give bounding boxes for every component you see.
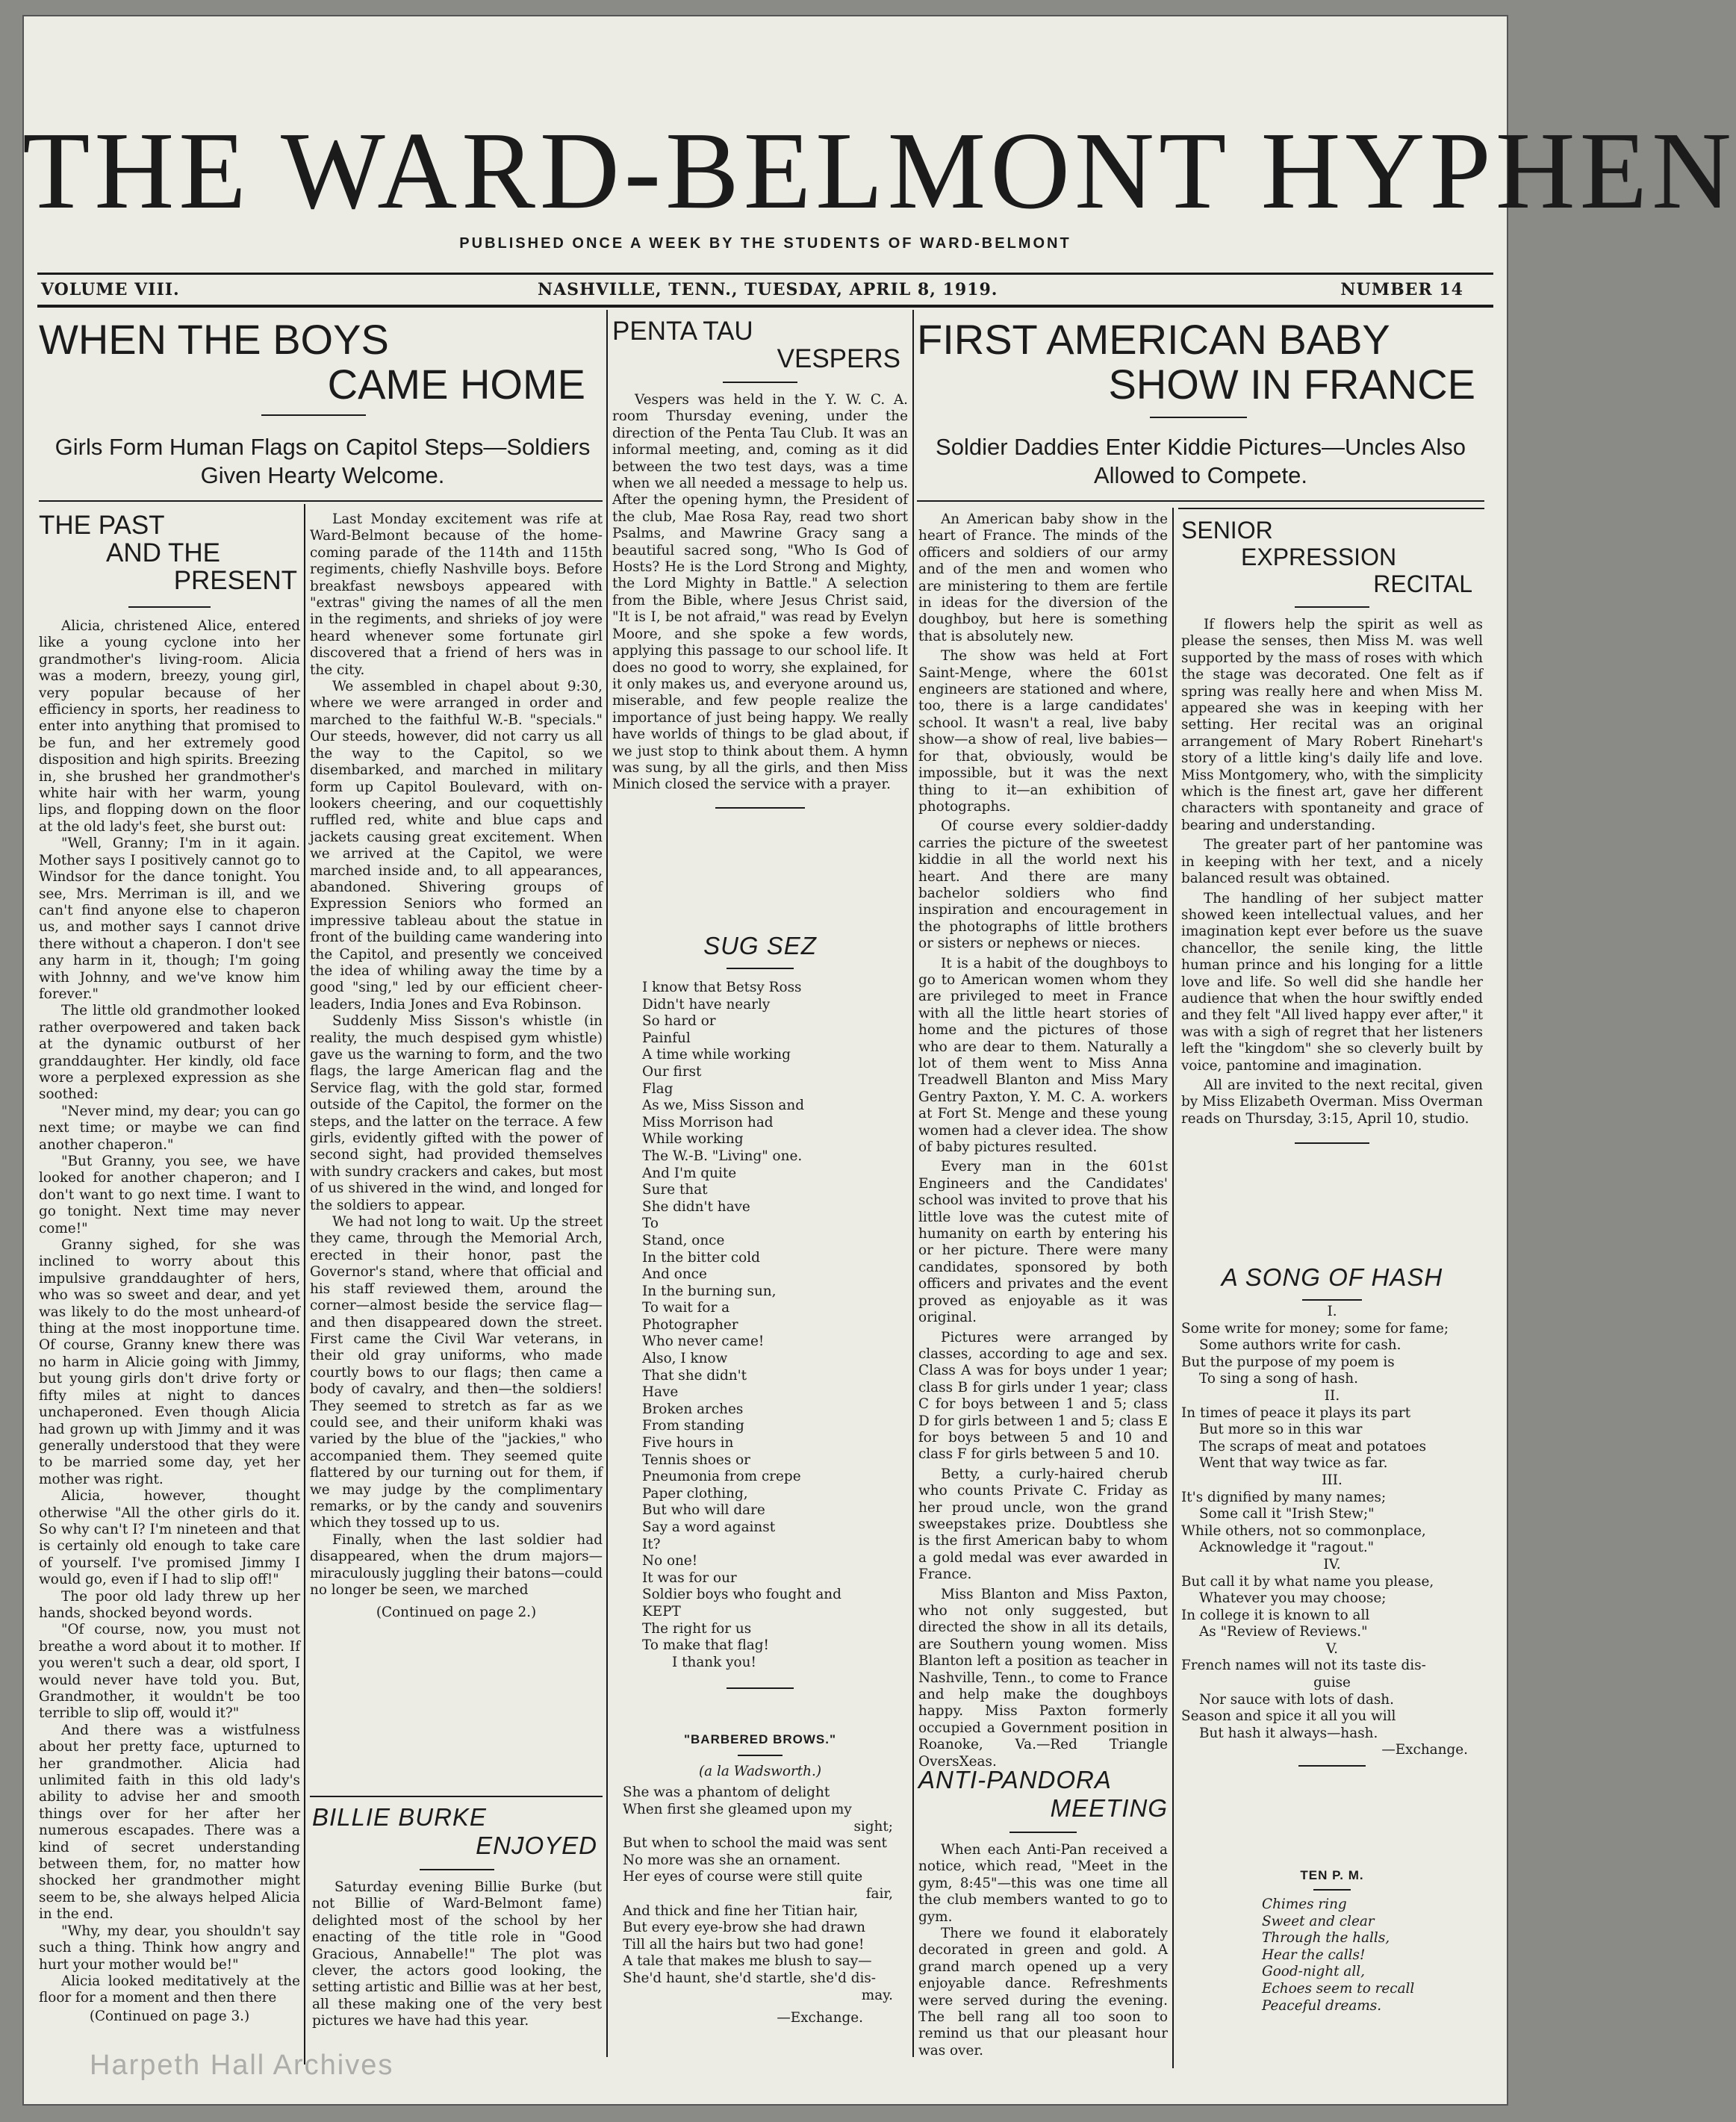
- poem-line: The right for us: [642, 1620, 752, 1637]
- senior-recital-article: [1181, 517, 1483, 1144]
- poem-line: To sing a song of hash.: [1199, 1371, 1358, 1387]
- poem-line: In times of peace it plays its part: [1181, 1404, 1411, 1421]
- pandora-body: [918, 1842, 1168, 2059]
- paragraph: We assembled in chapel about 9:30, where we were arranged in order and marched to the faithful W.-B. "specials." Our steeds, however, did not carry us all the way to the Capitol, so we disembarked, and marched in military form up Capitol Boulevard, with on-lookers cheering, and our coquettishly ruffled red, white and blue caps and jackets causing great excitement. When we arrived at the Capitol, we were marched inside and, to all appearances, abandoned. Shivering groups of Expression Seniors who formed an impressive tableau about the statue in front of the building came wandering into the Capitol, and presently we conceived the idea of whiling away the time by a good "sing," led by our efficient cheer-leaders, India Jones and Eva Robinson.: [310, 679, 603, 1012]
- song-of-hash-article: [1181, 1263, 1483, 1767]
- poem-line: But every eye-brow she had drawn: [623, 1920, 865, 1936]
- paragraph: Betty, a curly-haired cherub who counts Private C. Friday as her proud uncle, won the grand sweepstakes prize. Doubtless she is the first American baby to whom a gold medal was ever awarded in France.: [918, 1466, 1168, 1583]
- paragraph: "But Granny, you see, we have looked for another chaperon; and I don't want to go next time. I want to go tonight. Next time may never come!": [39, 1154, 300, 1236]
- paragraph: Every man in the 601st Engineers and the Candidates' school was invited to prove that his little love was the cutest mite of humanity on earth by entering his or her picture. There were many candidates, sponsored by both officers and privates and the event proved as enjoyable as it was original.: [918, 1159, 1168, 1326]
- poem-line: Who never came!: [642, 1334, 765, 1350]
- section-divider: [715, 807, 805, 809]
- poem-line: sight;: [853, 1818, 893, 1835]
- poem-line: And thick and fine her Titian hair,: [623, 1902, 859, 1919]
- section-rule: [39, 500, 603, 502]
- past-headline-line3: PRESENT: [173, 566, 297, 595]
- archive-watermark: Harpeth Hall Archives: [90, 2050, 394, 2081]
- stanza-number: II.: [1324, 1387, 1340, 1404]
- poem-line: Didn't have nearly: [642, 996, 771, 1012]
- boys-headline-line1: WHEN THE BOYS: [39, 316, 389, 363]
- penta-tau-article: [612, 317, 908, 809]
- poem-line: From standing: [642, 1418, 744, 1434]
- headline-divider: [1295, 606, 1369, 608]
- headline-divider: [1009, 1832, 1077, 1833]
- poem-line: Our first: [642, 1063, 702, 1080]
- senior-headline-line3: RECITAL: [1373, 570, 1472, 597]
- hash-credit: —Exchange.: [1381, 1742, 1468, 1758]
- continued-note: (Continued on page 2.): [376, 1605, 537, 1621]
- poem-line: But more so in this war: [1199, 1422, 1363, 1438]
- penta-headline: [612, 317, 908, 373]
- brows-headline: "BARBERED BROWS.": [683, 1732, 837, 1746]
- poem-line: To wait for a: [642, 1300, 730, 1316]
- stanza-number: I.: [1327, 1304, 1337, 1319]
- headline-divider: [723, 382, 797, 383]
- past-present-article: [39, 511, 300, 2025]
- paragraph: When each Anti-Pan received a notice, which read, "Meet in the gym, 8:45"—this was one time all the club members wanted to go to gym.: [918, 1842, 1168, 1925]
- stanza-number: III.: [1322, 1472, 1343, 1488]
- poem-line: Five hours in: [642, 1435, 734, 1452]
- poem-line: The scraps of meat and potatoes: [1199, 1438, 1427, 1454]
- poem-line: Chimes ring: [1262, 1897, 1347, 1912]
- section-rule: [917, 500, 1484, 502]
- past-headline-line2: AND THE: [106, 538, 220, 567]
- senior-headline-line1: SENIOR: [1181, 517, 1273, 544]
- stanza-number: V.: [1326, 1640, 1338, 1657]
- poem-line: Tennis shoes or: [642, 1452, 750, 1468]
- poem-line: Her eyes of course were still quite: [623, 1869, 863, 1885]
- senior-headline-line2: EXPRESSION: [1241, 544, 1397, 570]
- past-headline-line1: THE PAST: [39, 511, 165, 540]
- poem-line: She was a phantom of delight: [623, 1785, 830, 1801]
- poem-line: As we, Miss Sisson and: [642, 1098, 805, 1114]
- section-divider: [1295, 1142, 1369, 1144]
- column-divider: [606, 310, 608, 2057]
- paragraph: Granny sighed, for she was inclined to worry about this impulsive granddaughter of hers, who was so sweet and dear, and yet was likely to do the most unheard-of thing at the most inopportune time. Of course, Granny knew there was no harm in Alicie going with Jimmy, but young girls don't drive forty or fifty miles at night to dances unchaperoned. Even though Alicia had grown up with Jimmy and it was generally understood that they were to be married some day, yet her mother was right.: [39, 1237, 300, 1487]
- brows-credit: —Exchange.: [777, 2010, 863, 2026]
- paragraph: We had not long to wait. Up the street they came, through the Memorial Arch, erected in their honor, past the Governor's stand, where that official and his staff reviewed them, around the corner—almost beside the service flag—and then disappeared down the street. First came the Civil War veterans, in their old gray uniforms, who made courtly bows to our flags; then came a body of cavalry, and then—the soldiers! They seemed to stretch as far as we could see, and their uniform khaki was varied by the blue of the "jackies," who accompanied them. They seemed quite flattered by our turning out for them, if we may judge by the complimentary remarks, or by the candy and souvenirs which they tossed up to us.: [310, 1214, 603, 1531]
- poem-line: To: [642, 1216, 659, 1232]
- paragraph: If flowers help the spirit as well as please the senses, then Miss M. was well supported by the mass of roses with which the stage was decorated. One felt as if spring was really here and when Miss M. appeared she was in keeping with her setting. Her recital was an original arrangement of Mary Robert Rinehart's story of a little king's daily life and love. Miss Montgomery, who, with the simplicity which is the finest art, gave her different characters with spontaneity and grace of bearing and understanding.: [1181, 617, 1483, 833]
- poem-line: To make that flag!: [642, 1637, 769, 1654]
- poem-line: Sweet and clear: [1262, 1913, 1375, 1929]
- baby-body: [918, 511, 1168, 1770]
- poem-line: And I'm quite: [642, 1165, 737, 1181]
- billie-headline-line2: ENJOYED: [476, 1832, 597, 1859]
- masthead-tagline: PUBLISHED ONCE A WEEK BY THE STUDENTS OF WARD-BELMONT: [459, 235, 1071, 252]
- poem-line: Nor sauce with lots of dash.: [1199, 1691, 1394, 1708]
- paragraph: Alicia, however, thought otherwise "All the other girls do it. So why can't I? I'm nineteen and that is certainly old enough to take care of yourself. I've promised Jimmy I would go, even if I had to slip off!": [39, 1488, 300, 1588]
- poem-line: Whatever you may choose;: [1199, 1590, 1387, 1607]
- paragraph: Pictures were arranged by classes, according to age and sex. Class A was for boys under 1 year; class B for girls under 1 year; class C for boys between 1 and 5; class D for girls between 1 and 5; class E for boys between 5 and 10 and class F for girls between 5 and 10.: [918, 1329, 1168, 1463]
- poem-line: KEPT: [642, 1603, 681, 1619]
- poem-line: As "Review of Reviews.": [1199, 1624, 1368, 1640]
- baby-show-headline: [917, 317, 1484, 407]
- poem-line: may.: [861, 1987, 893, 2003]
- headline-divider: [1302, 1299, 1362, 1301]
- paragraph: There we found it elaborately decorated in green and gold. A grand march opened up a very enjoyable dance. Refreshments were served during the evening. The bell rang all too soon to remind us that our pleasant hour was over.: [918, 1926, 1168, 2059]
- paragraph: The show was held at Fort Saint-Menge, where the 601st engineers are stationed and where, too, there is a large candidates' school. It wasn't a real, live baby show—a show of real, live babies—for that, obviously, would be impossible, but it was the next thing to it—an exhibition of photographs.: [918, 648, 1168, 815]
- brows-poem: [612, 1785, 908, 2004]
- poem-line: Stand, once: [642, 1232, 725, 1248]
- paragraph: The little old grandmother looked rather overpowered and taken back at the dynamic outburst of her granddaughter. Her kindly, old face wore a perplexed expression as she soothed:: [39, 1003, 300, 1103]
- poem-line: In the bitter cold: [642, 1249, 760, 1266]
- poem-line: While others, not so commonplace,: [1181, 1522, 1426, 1539]
- tenpm-headline: TEN P. M.: [1300, 1868, 1364, 1882]
- headline-divider: [738, 1755, 783, 1756]
- paragraph: Alicia looked meditatively at the floor for a moment and then there: [39, 1973, 300, 2006]
- poem-line: Flag: [642, 1080, 673, 1097]
- poem-line: But who will dare: [642, 1502, 765, 1519]
- paragraph: An American baby show in the heart of France. The minds of the officers and soldiers of our army and of the men and women who are ministering to them are fertile in ideas for the diversion of the doughboy, but here is something that is absolutely new.: [918, 511, 1168, 644]
- headline-divider: [1313, 1889, 1351, 1891]
- poem-line: Soldier boys who fought and: [642, 1587, 841, 1603]
- paragraph: And there was a wistfulness about her pretty face, upturned to her grandmother. Alicia had unlimited faith in this old lady's ability to advise her and smooth things over for her after her numerous escapades. There was a kind of secret understanding between them, for, no matter how shocked her grandmother might seem to be, she always helped Alicia in the end.: [39, 1722, 300, 1923]
- sug-sez-article: [612, 932, 908, 1689]
- penta-body: [612, 392, 908, 794]
- column-divider: [304, 504, 305, 2065]
- poem-line: guise: [1313, 1675, 1351, 1691]
- penta-headline-line1: PENTA TAU: [612, 317, 753, 346]
- issue-number: NUMBER 14: [1340, 280, 1463, 299]
- poem-line: That she didn't: [642, 1367, 747, 1384]
- paragraph: The handling of her subject matter showed keen intellectual values, and her imagination kept ever before us the suave chancellor, the senile king, the little human prince and his longing for a little love and life. So well did she handle her audience that when the hour swiftly ended and they felt "All lived happy ever after," it was with a sigh of regret that her listeners left the "kingdom" she so cleverly built by voice, pantomine and imagination.: [1181, 890, 1483, 1074]
- poem-line: Through the halls,: [1262, 1930, 1390, 1947]
- paragraph: Miss Blanton and Miss Paxton, who not only suggested, but directed the show in all its details, are Southern young women. Miss Blanton left a position as teacher in Nashville, Tenn., to come to France and help make the doughboys happy. Miss Paxton formerly occupied a Government position in Roanoke, Va.—Red Triangle OversXeas.: [918, 1586, 1168, 1770]
- poem-line: The W.-B. "Living" one.: [642, 1148, 803, 1164]
- baby-subheadline: Soldier Daddies Enter Kiddie Pictures—Uncles Also Allowed to Compete.: [936, 434, 1466, 488]
- poem-line: It's dignified by many names;: [1181, 1489, 1387, 1505]
- poem-line: fair,: [865, 1885, 893, 1902]
- paragraph: Vespers was held in the Y. W. C. A. room Thursday evening, under the direction of the Penta Tau Club. It was an informal meeting, and, coming as it did between the two test days, was a time when we all needed a message to help us. After the opening hymn, the President of the club, Mae Rosa Ray, read two short Psalms, and Mawrine Gracy sang a beautiful sacred song, "Who Is God of Hosts? He is the Lord Strong and Mighty, the Lord Mighty in Battle." A selection from the Bible, where Jesus Christ said, "It is I, be not afraid," was read by Evelyn Moore, and she spoke a few words, applying this passage to our school life. It does no good to worry, she explained, for it only makes us, and everyone around us, miserable, and few people realize the importance of just being happy. We really have worlds of things to be glad about, if we just stop to think about them. A hymn was sung, by all the girls, and then Miss Minich closed the service with a prayer.: [612, 392, 908, 793]
- poem-line: Some call it "Irish Stew;": [1199, 1506, 1375, 1522]
- paragraph: All are invited to the next recital, given by Miss Elizabeth Overman. Miss Overman reads on Thursday, 3:15, April 10, studio.: [1181, 1077, 1483, 1127]
- masthead-title: THE WARD-BELMONT HYPHEN: [22, 110, 1736, 232]
- volume-label: VOLUME VIII.: [41, 280, 180, 299]
- paragraph: "Of course, now, you must not breathe a word about it to mother. If you weren't such a dear, old sport, I would never have told you. But, Grandmother, it wouldn't be too terrible to slip off, would it?": [39, 1622, 300, 1722]
- boys-headline-line2: CAME HOME: [327, 361, 585, 408]
- billie-body: [312, 1879, 602, 2030]
- poem-line: Went that way twice as far.: [1199, 1455, 1388, 1472]
- billie-headline-line1: BILLIE BURKE: [312, 1803, 487, 1831]
- poem-line: No more was she an ornament.: [623, 1852, 841, 1868]
- dateline: NASHVILLE, TENN., TUESDAY, APRIL 8, 1919.: [538, 280, 998, 299]
- paragraph: Alicia, christened Alice, entered like a young cyclone into her grandmother's living-room. Alicia was a modern, breezy, young girl, very popular because of her efficiency in sports, her readiness to enter into anything that promised to be fun, and her extremely good disposition and high spirits. Breezing in, she brushed her grandmother's white hair with her warm, young lips, and flopping down on the floor at the old lady's feet, she burst out:: [39, 618, 300, 835]
- poem-line: Have: [642, 1384, 679, 1401]
- headline-divider: [128, 606, 211, 608]
- paragraph: "Well, Granny; I'm in it again. Mother says I positively cannot go to Windsor for the dance tonight. You see, Mrs. Merriman is ill, and we can't find anyone else to chaperon us, and mother says I cannot drive there without a chaperon. I don't see any harm in it, though; I'm going with Johnny, and we've know him forever.": [39, 836, 300, 1002]
- poem-line: Miss Morrison had: [642, 1114, 774, 1130]
- poem-line: A tale that makes me blush to say—: [623, 1953, 872, 1970]
- paragraph: It is a habit of the doughboys to go to American women whom they are privileged to meet in France with all the little heart stories of home and the pictures of those who are dear to them. Naturally a lot of them went to Miss Anna Treadwell Blanton and Miss Mary Gentry Paxton, Y. M. C. A. workers at Fort St. Menge and these young women had a clever idea. The show of baby pictures resulted.: [918, 955, 1168, 1156]
- billie-burke-article: [312, 1803, 602, 2030]
- newspaper-page: [22, 15, 1736, 2106]
- poem-line: Peaceful dreams.: [1262, 1997, 1382, 2014]
- brows-subtitle: (a la Wadsworth.): [698, 1764, 821, 1779]
- pandora-headline: [918, 1766, 1168, 1823]
- poem-line: No one!: [642, 1553, 698, 1569]
- column-divider: [912, 310, 914, 2057]
- paragraph: Saturday evening Billie Burke (but not Billie of Ward-Belmont fame) delighted most of the school by her enacting of the title role in "Good Gracious, Annabelle!" The plot was clever, the actors good looking, the setting artistic and Billie was at her best, all these making one of the very best pictures we have had this year.: [312, 1879, 602, 2029]
- poem-line: Sure that: [642, 1182, 708, 1198]
- poem-line: She didn't have: [642, 1198, 750, 1215]
- poem-line: Till all the hairs but two had gone!: [623, 1936, 865, 1953]
- section-rule: [310, 1796, 603, 1797]
- headline-divider: [261, 414, 366, 416]
- paragraph: The greater part of her pantomine was in keeping with her text, and a nicely balanced result was obtained.: [1181, 837, 1483, 887]
- poem-line: Broken arches: [642, 1401, 744, 1417]
- poem-line: French names will not its taste dis-: [1181, 1658, 1426, 1674]
- poem-line: Hear the calls!: [1262, 1947, 1366, 1963]
- poem-line: Say a word against: [642, 1519, 776, 1535]
- paragraph: Suddenly Miss Sisson's whistle (in reality, the much despised gym whistle) gave us the warning to form, and the two flags, the large American flag and the Service flag, with the gold star, formed outside of the Capitol, the former on the steps, and the latter on the terrace. A few girls, evidently gifted with the power of second sight, had provided themselves with sundry crackers and cakes, but most of us shivered in the wind, and longed for the soldiers to appear.: [310, 1013, 603, 1213]
- poem-line: But when to school the maid was sent: [623, 1835, 887, 1852]
- poem-line: Pneumonia from crepe: [642, 1469, 801, 1485]
- poem-line: But hash it always—hash.: [1199, 1725, 1378, 1741]
- sug-headline: SUG SEZ: [703, 932, 817, 959]
- poem-line: She'd haunt, she'd startle, she'd dis-: [623, 1970, 876, 1986]
- boys-headline: [39, 317, 606, 407]
- tenpm-poem: [1181, 1897, 1483, 2014]
- hash-poem: [1181, 1304, 1483, 1742]
- past-headline: [39, 511, 300, 594]
- paragraph: Of course every soldier-daddy carries the picture of the sweetest kiddie in all the world next his heart. And there are many bachelor soldiers who find inspiration and encouragement in the photographs of little brothers or sisters or nephews or nieces.: [918, 818, 1168, 952]
- pandora-headline-line1: ANTI-PANDORA: [918, 1766, 1112, 1793]
- poem-line: But the purpose of my poem is: [1181, 1354, 1395, 1370]
- poem-line: So hard or: [642, 1013, 716, 1030]
- poem-line: Echoes seem to recall: [1262, 1980, 1415, 1997]
- sug-poem: [612, 980, 908, 1671]
- poem-line: Good-night all,: [1262, 1964, 1365, 1980]
- headline-divider: [420, 1869, 494, 1870]
- past-body: [39, 618, 300, 2007]
- poem-line: While working: [642, 1131, 744, 1148]
- poem-line: And once: [642, 1266, 707, 1283]
- billie-headline: [312, 1803, 602, 1860]
- section-rule: [1178, 508, 1484, 509]
- poem-line: Acknowledge it "ragout.": [1199, 1540, 1375, 1556]
- column-divider: [1172, 508, 1174, 2068]
- barbered-brows-article: [612, 1732, 908, 2027]
- poem-line: Season and spice it all you will: [1181, 1708, 1396, 1725]
- poem-line: It was for our: [642, 1569, 737, 1586]
- poem-line: I know that Betsy Ross: [642, 980, 802, 995]
- senior-headline: [1181, 517, 1483, 597]
- boys-subheadline: Girls Form Human Flags on Capitol Steps—Soldiers Given Hearty Welcome.: [55, 434, 591, 488]
- masthead-top-rule: [37, 273, 1493, 275]
- baby-headline-line2: SHOW IN FRANCE: [1108, 361, 1475, 408]
- headline-divider: [727, 968, 794, 969]
- poem-line: Some authors write for cash.: [1199, 1337, 1401, 1354]
- poem-line: Painful: [642, 1030, 691, 1046]
- poem-line: But call it by what name you please,: [1181, 1573, 1434, 1590]
- anti-pandora-article: [918, 1766, 1168, 2059]
- paragraph: Finally, when the last soldier had disappeared, when the drum majors—miraculously juggling their batons—could no longer be seen, we marched: [310, 1531, 603, 1598]
- paragraph: Last Monday excitement was rife at Ward-Belmont because of the home-coming parade of the 114th and 115th regiments, chiefly Nashville boys. Before breakfast newsboys appeared with "extras" giving the names of all the men in the regiments, and shrieks of joy were heard whenever some fortunate girl discovered that a friend of hers was in the city.: [310, 511, 603, 678]
- boys-body: [310, 511, 603, 1599]
- paragraph: "Why, my dear, you shouldn't say such a thing. Think how angry and hurt your mother would be!": [39, 1923, 300, 1973]
- boys-article-body: [310, 511, 603, 1622]
- pandora-headline-line2: MEETING: [1050, 1794, 1168, 1822]
- poem-line: Some write for money; some for fame;: [1181, 1320, 1449, 1337]
- section-divider: [1298, 1765, 1366, 1767]
- poem-line: Paper clothing,: [642, 1485, 748, 1502]
- continued-note: (Continued on page 3.): [89, 2008, 250, 2024]
- poem-line: Photographer: [642, 1316, 738, 1333]
- paragraph: "Never mind, my dear; you can go next time; or maybe we can find another chaperon.": [39, 1103, 300, 1153]
- poem-line: Also, I know: [642, 1351, 728, 1367]
- baby-headline-line1: FIRST AMERICAN BABY: [917, 316, 1390, 363]
- masthead-bottom-rule: [37, 305, 1493, 308]
- poem-line: I thank you!: [672, 1654, 756, 1670]
- penta-headline-line2: VESPERS: [777, 344, 900, 373]
- senior-body: [1181, 617, 1483, 1127]
- poem-line: It?: [642, 1536, 661, 1552]
- paragraph: The poor old lady threw up her hands, shocked beyond words.: [39, 1588, 300, 1621]
- poem-line: In the burning sun,: [642, 1283, 777, 1299]
- stanza-number: IV.: [1323, 1556, 1341, 1572]
- section-divider: [727, 1687, 794, 1689]
- ten-pm-article: [1181, 1868, 1483, 2014]
- baby-show-article: [918, 511, 1168, 1770]
- poem-line: A time while working: [642, 1047, 791, 1063]
- hash-headline: A SONG OF HASH: [1221, 1263, 1443, 1291]
- poem-line: When first she gleamed upon my: [623, 1802, 852, 1817]
- poem-line: In college it is known to all: [1181, 1607, 1370, 1623]
- headline-divider: [1150, 417, 1247, 418]
